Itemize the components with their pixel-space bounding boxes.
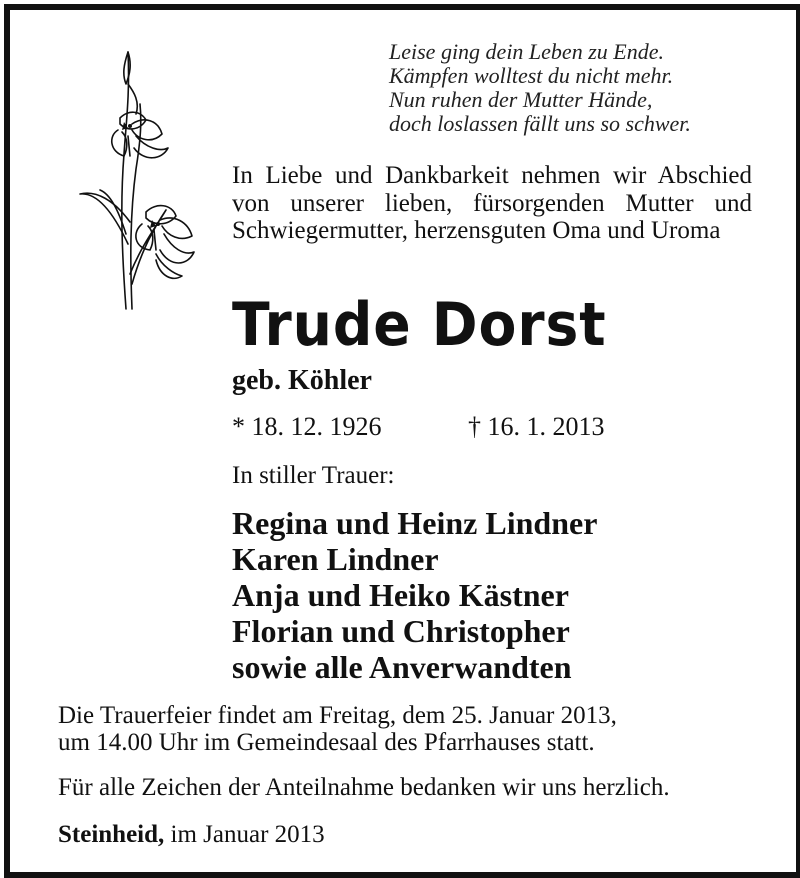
intro-text: In Liebe und Dankbarkeit nehmen wir Abschied von unserer lieben, fürsorgenden Mutter und Schwiegermutter, herzensguten Oma und Uroma [232, 162, 752, 244]
funeral-service-info [58, 702, 758, 756]
mourner: sowie alle Anverwandten [232, 649, 572, 685]
mourner: Regina und Heinz Lindner [232, 505, 598, 541]
death-date: † 16. 1. 2013 [468, 412, 605, 441]
deceased-name: Trude Dorst [232, 290, 607, 360]
poem-line: Kämpfen wolltest du nicht mehr. [389, 63, 674, 88]
mourner: Karen Lindner [232, 541, 439, 577]
life-dates [232, 412, 605, 442]
service-line: um 14.00 Uhr im Gemeindesaal des Pfarrhauses statt. [58, 729, 595, 756]
poem-line: Nun ruhen der Mutter Hände, [389, 87, 653, 112]
poem-line: Leise ging dein Leben zu Ende. [389, 39, 664, 64]
mourner: Anja und Heiko Kästner [232, 577, 569, 613]
mourners-list [232, 505, 597, 685]
service-line: Die Trauerfeier findet am Freitag, dem 25. Januar 2013, [58, 702, 617, 729]
poem [389, 40, 749, 136]
thanks-text: Für alle Zeichen der Anteilnahme bedanken wir uns herzlich. [58, 774, 670, 801]
place-town: Steinheid, [58, 821, 165, 848]
obituary-frame [4, 4, 800, 878]
iris-flower-icon [70, 44, 200, 314]
poem-line: doch loslassen fällt uns so schwer. [389, 111, 691, 136]
birth-date: * 18. 12. 1926 [232, 412, 382, 441]
mourning-label: In stiller Trauer: [232, 462, 395, 489]
mourner: Florian und Christopher [232, 613, 570, 649]
birth-name: geb. Köhler [232, 365, 372, 396]
place-and-date [58, 821, 325, 849]
place-date: im Januar 2013 [164, 821, 325, 848]
